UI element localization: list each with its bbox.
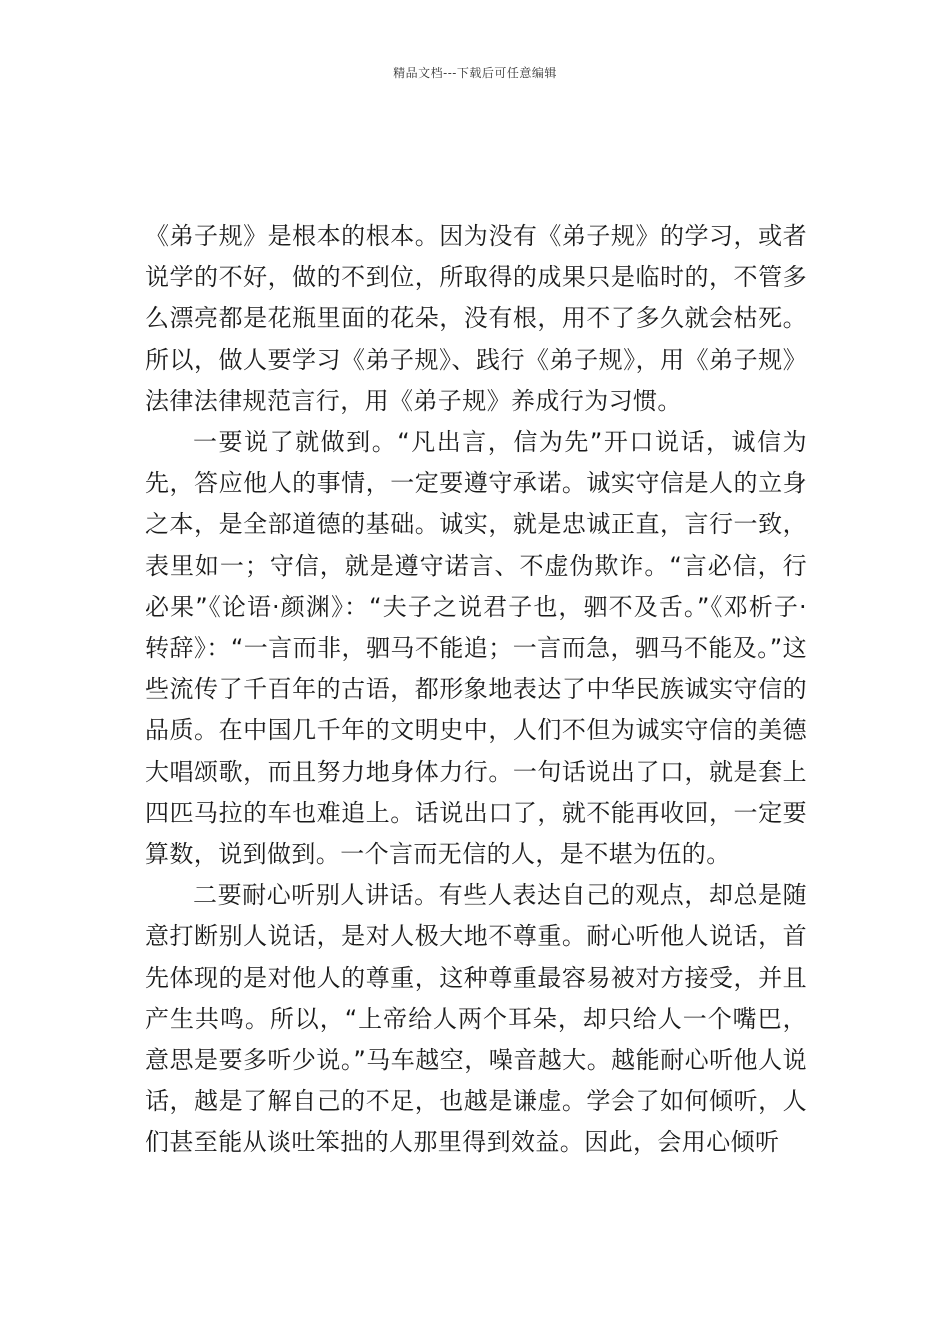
paragraph-listen-patiently: 二要耐心听别人讲话。有些人表达自己的观点，却总是随意打断别人说话，是对人极大地不尊重。耐心听他人说话，首先体现的是对他人的尊重，这种尊重最容易被对方接受，并且产生共鸣。所以，“上帝给人两个耳朵，却只给人一个嘴巴，意思是要多听少说。”马车越空，噪音越大。越能耐心听他人说话，越是了解自己的不足，也越是谦虚。学会了如何倾听，人们甚至能从谈吐笨拙的人那里得到效益。因此，会用心倾听 xyxy=(145,881,807,1157)
paragraph-intro: 《弟子规》是根本的根本。因为没有《弟子规》的学习，或者说学的不好，做的不到位，所取得的成果只是临时的，不管多么漂亮都是花瓶里面的花朵，没有根，用不了多久就会枯死。所以，做人要学习《弟子规》、践行《弟子规》，用《弟子规》法律法律规范言行，用《弟子规》养成行为习惯。 xyxy=(145,222,807,415)
document-body xyxy=(145,216,807,1164)
paragraph-keep-promises: 一要说了就做到。“凡出言，信为先”开口说话，诚信为先，答应他人的事情，一定要遵守承诺。诚实守信是人的立身之本，是全部道德的基础。诚实，就是忠诚正直，言行一致，表里如一；守信，就是遵守诺言、不虚伪欺诈。“言必信，行必果”《论语·颜渊》：“夫子之说君子也，驷不及舌。”《邓析子·转辞》：“一言而非，驷马不能追；一言而急，驷马不能及。”这些流传了千百年的古语，都形象地表达了中华民族诚实守信的品质。在中国几千年的文明史中，人们不但为诚实守信的美德大唱颂歌，而且努力地身体力行。一句话说出了口，就是套上四匹马拉的车也难追上。话说出口了，就不能再收回，一定要算数，说到做到。一个言而无信的人，是不堪为伍的。 xyxy=(145,428,807,869)
page-header: 精品文档---下载后可任意编辑 xyxy=(393,66,557,80)
